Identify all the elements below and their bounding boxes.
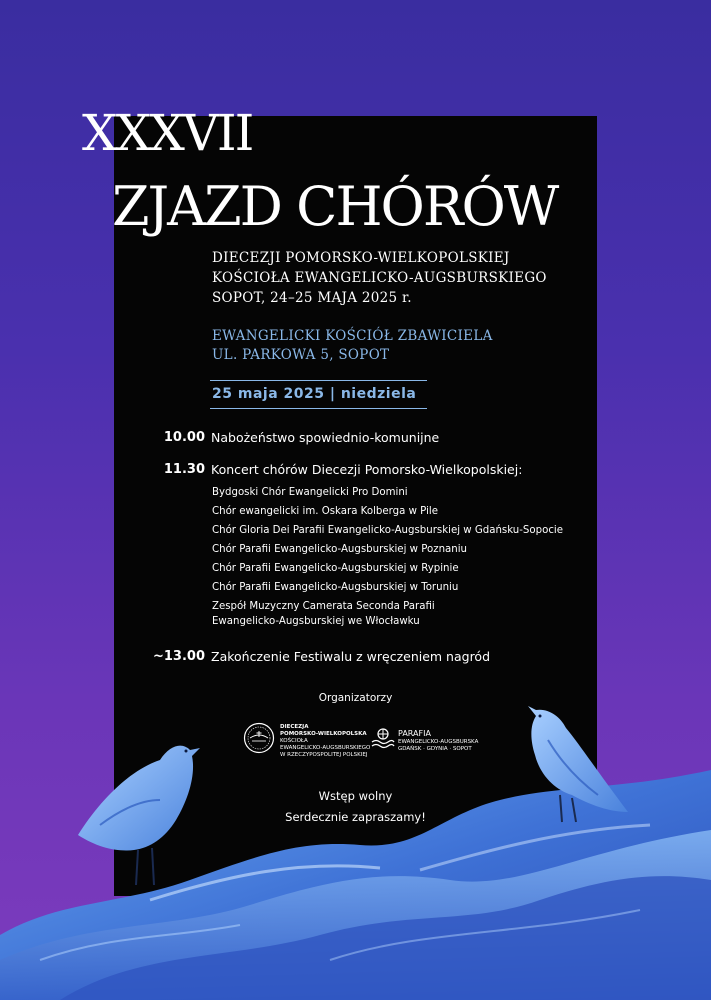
choir-item: Bydgoski Chór Ewangelicki Pro Domini bbox=[212, 487, 408, 498]
choir-item: Chór Parafii Ewangelicko-Augsburskiej w Rypinie bbox=[212, 563, 459, 574]
choir-item: Zespół Muzyczny Camerata Seconda Parafii bbox=[212, 601, 435, 612]
parish-line: PARAFIA bbox=[398, 729, 431, 738]
diocese-line: EWANGELICKO-AUGSBURSKIEGO bbox=[280, 744, 371, 751]
free-entry-text: Wstęp wolny bbox=[318, 789, 393, 803]
choir-item: Chór Gloria Dei Parafii Ewangelicko-Augsburskiej w Gdańsku-Sopocie bbox=[212, 525, 564, 536]
subtitle-line-2: KOŚCIOŁA EWANGELICKO-AUGSBURSKIEGO bbox=[212, 270, 547, 286]
schedule-time: 11.30 bbox=[163, 462, 205, 477]
subtitle-line-3: SOPOT, 24–25 MAJA 2025 r. bbox=[212, 290, 412, 306]
schedule-event: Zakończenie Festiwalu z wręczeniem nagród bbox=[211, 649, 491, 664]
page-title: ZJAZD CHÓRÓW bbox=[112, 175, 558, 238]
choir-item: Ewangelicko-Augsburskiej we Włocławku bbox=[212, 616, 420, 627]
event-date: 25 maja 2025 | niedziela bbox=[212, 386, 417, 402]
diocese-line: POMORSKO-WIELKOPOLSKA bbox=[280, 730, 367, 737]
invitation-text: Serdecznie zapraszamy! bbox=[285, 810, 426, 824]
choir-item: Chór Parafii Ewangelicko-Augsburskiej w Toruniu bbox=[212, 582, 459, 593]
schedule-event: Koncert chórów Diecezji Pomorsko-Wielkopolskiej: bbox=[211, 462, 523, 477]
parish-line: EWANGELICKO-AUGSBURSKA bbox=[398, 739, 479, 745]
organizers-heading: Organizatorzy bbox=[318, 692, 393, 704]
schedule-event: Nabożeństwo spowiednio-komunijne bbox=[211, 430, 440, 445]
location-line-2: UL. PARKOWA 5, SOPOT bbox=[212, 347, 390, 363]
diocese-line: W RZECZYPOSPOLITEJ POLSKIEJ bbox=[280, 751, 368, 758]
edition-number: XXXVII bbox=[82, 104, 253, 162]
subtitle-line-1: DIECEZJI POMORSKO-WIELKOPOLSKIEJ bbox=[212, 250, 510, 266]
parish-line: GDAŃSK · GDYNIA · SOPOT bbox=[398, 745, 472, 752]
schedule-time: ~13.00 bbox=[152, 649, 205, 664]
location-line-1: EWANGELICKI KOŚCIÓŁ ZBAWICIELA bbox=[212, 328, 493, 344]
diocese-line: KOŚCIOŁA bbox=[280, 737, 308, 744]
schedule-time: 10.00 bbox=[163, 430, 205, 445]
diocese-line: DIECEZJA bbox=[280, 724, 309, 730]
choir-item: Chór ewangelicki im. Oskara Kolberga w Pile bbox=[212, 506, 439, 517]
choir-item: Chór Parafii Ewangelicko-Augsburskiej w Poznaniu bbox=[212, 544, 468, 555]
